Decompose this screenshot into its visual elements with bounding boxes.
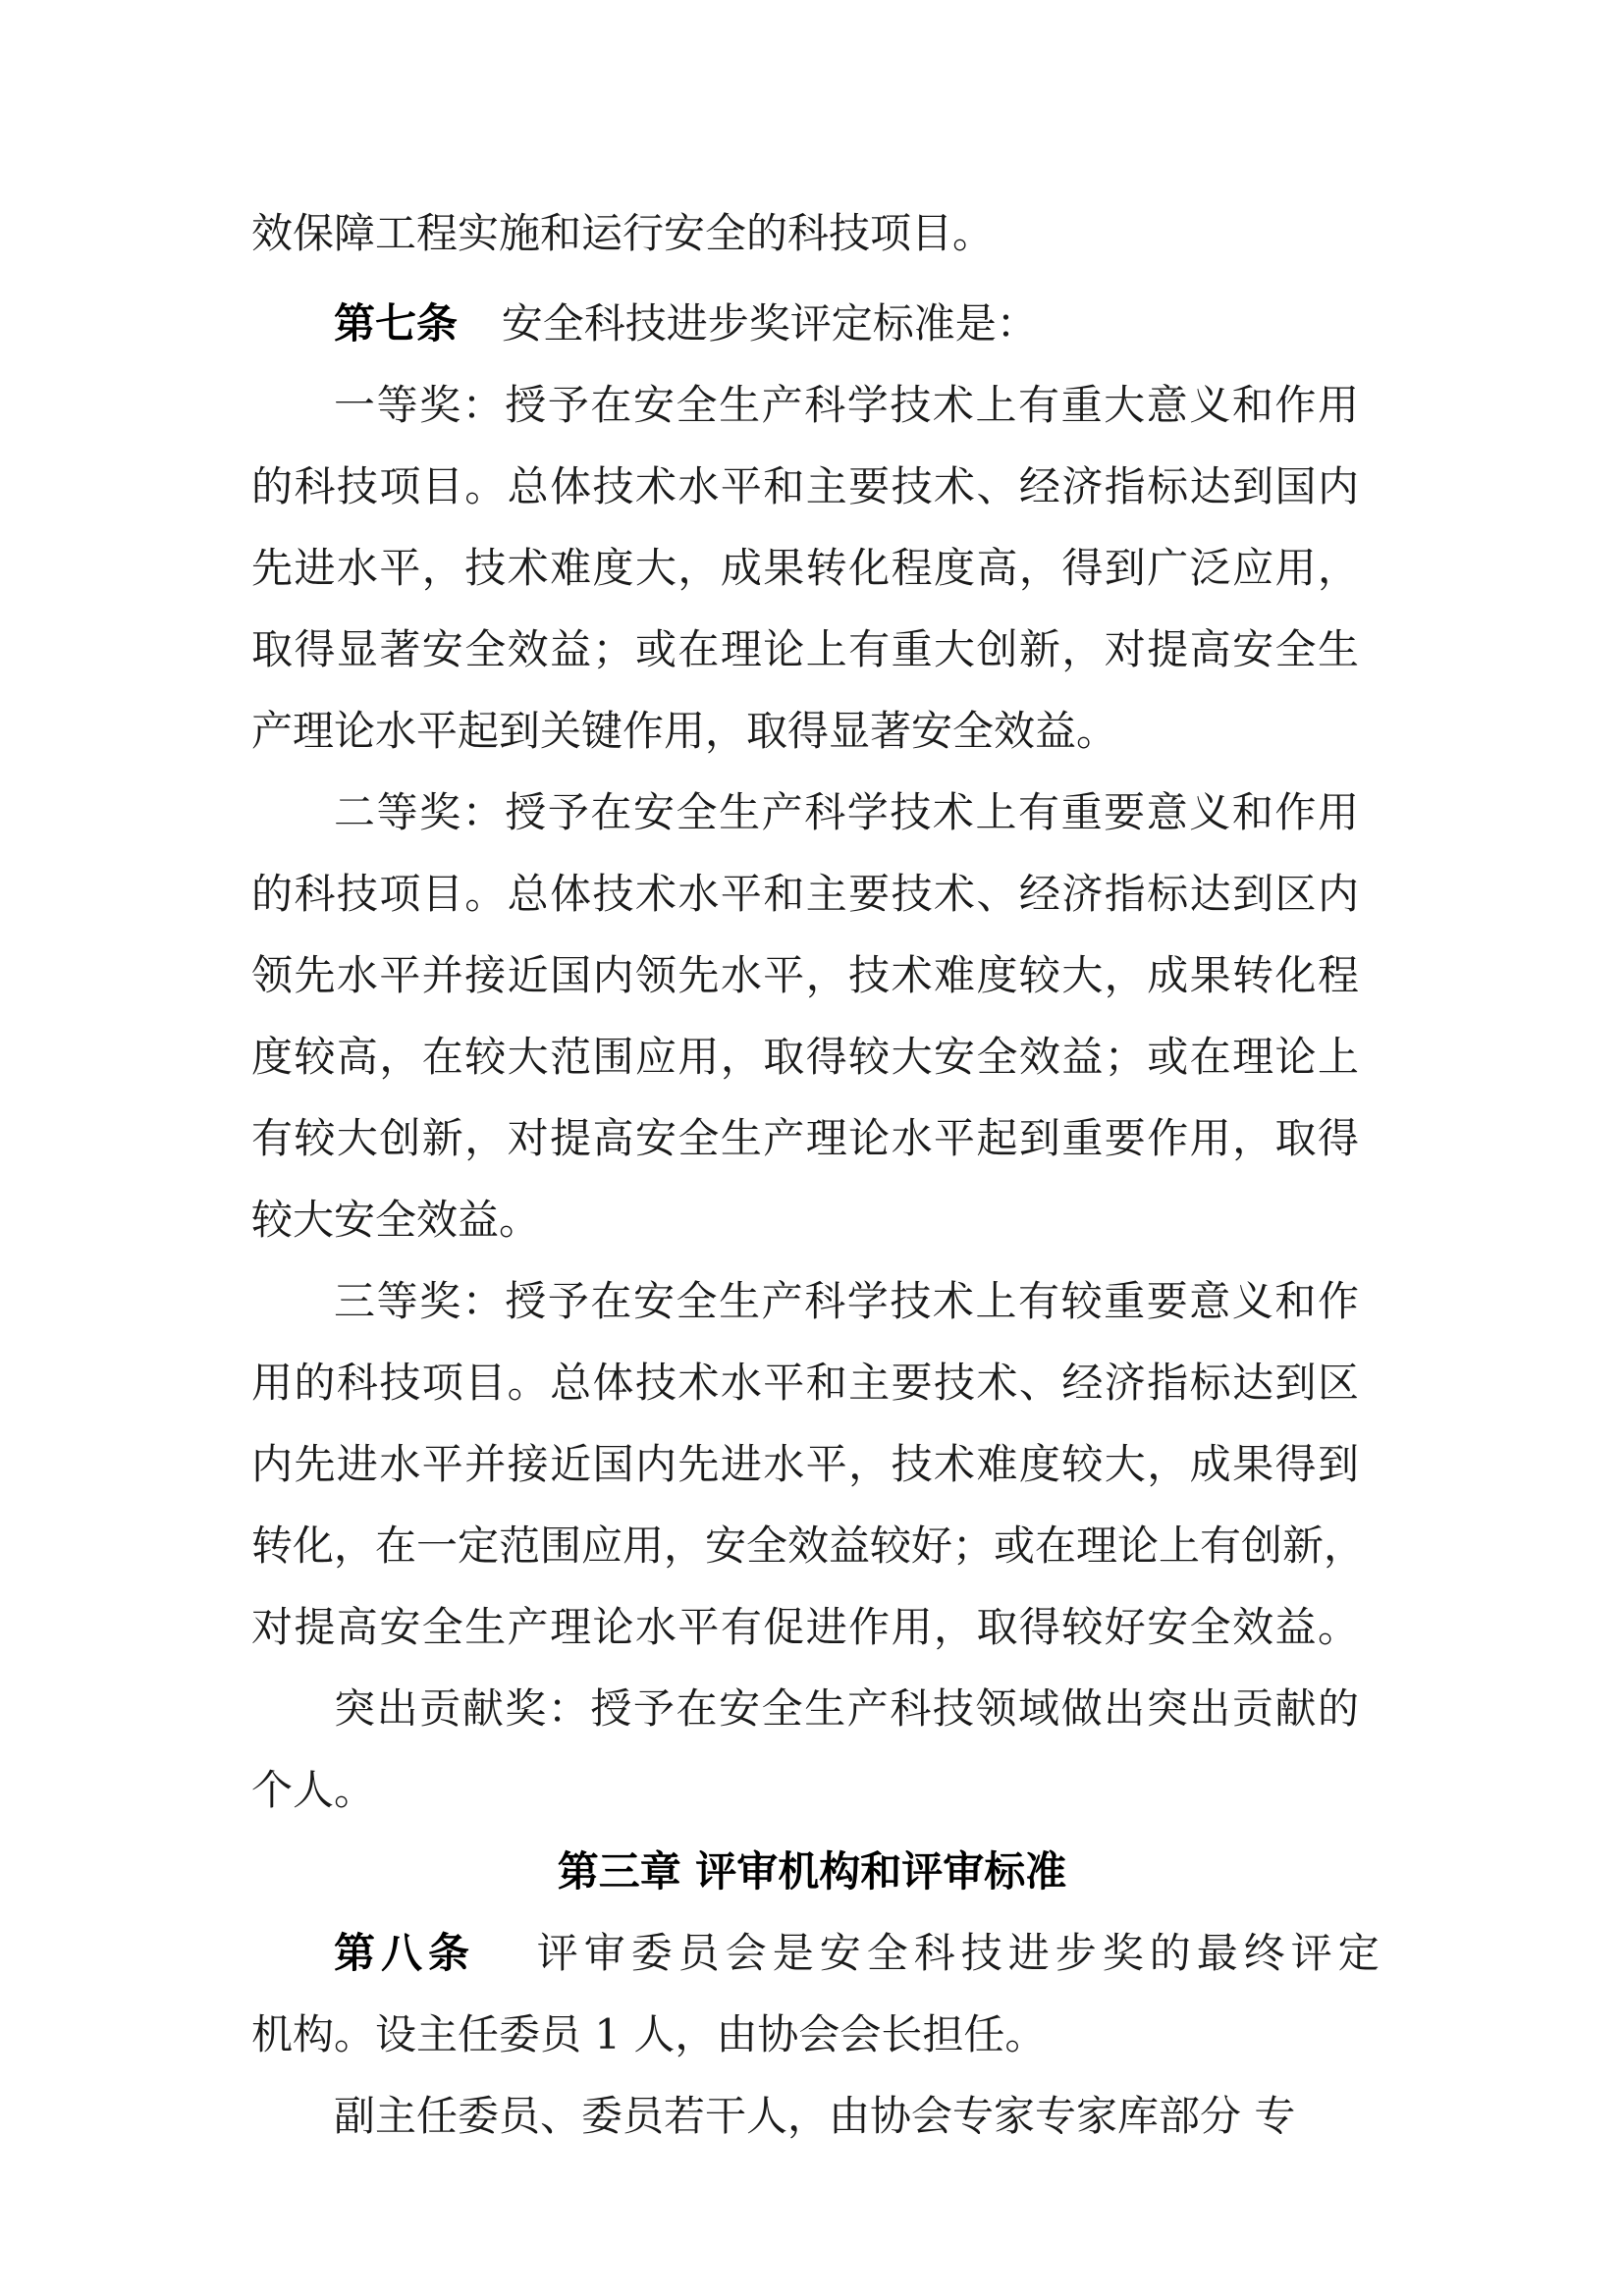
paragraph-line: 突出贡献奖：授予在安全生产科技领域做出突出贡献的 xyxy=(334,1684,1359,1733)
paragraph-line: 转化，在一定范围应用，安全效益较好；或在理论上有创新， xyxy=(251,1522,1366,1570)
chapter-heading: 第三章 评审机构和评审标准 xyxy=(557,1847,1067,1896)
paragraph-line: 副主任委员、委员若干人，由协会专家专家库部分 专 xyxy=(334,2092,1296,2140)
paragraph-line: 取得显著安全效益；或在理论上有重大创新，对提高安全生 xyxy=(251,625,1359,673)
article-8-line xyxy=(334,1924,1385,1983)
paragraph-line: 一等奖：授予在安全生产科学技术上有重大意义和作用 xyxy=(334,381,1359,429)
paragraph-line: 三等奖：授予在安全生产科学技术上有较重要意义和作 xyxy=(334,1277,1359,1325)
paragraph-line: 用的科技项目。总体技术水平和主要技术、经济指标达到区 xyxy=(251,1359,1359,1407)
paragraph-line: 个人。 xyxy=(251,1766,376,1814)
paragraph-line: 内先进水平并接近国内先进水平，技术难度较大，成果得到 xyxy=(251,1440,1359,1488)
article-7-text: 安全科技进步奖评定标准是： xyxy=(501,299,1038,347)
article-8-text: 评审委员会是安全科技进步奖的最终评定 xyxy=(536,1929,1385,1977)
article-7-line xyxy=(334,294,1359,353)
paragraph-line: 机构。设主任委员 1 人，由协会会长担任。 xyxy=(251,2010,1047,2058)
paragraph-line: 度较高，在较大范围应用，取得较大安全效益；或在理论上 xyxy=(251,1033,1359,1081)
article-8-label: 第八条 xyxy=(334,1929,476,1977)
paragraph-line: 的科技项目。总体技术水平和主要技术、经济指标达到国内 xyxy=(251,462,1359,510)
paragraph-line: 领先水平并接近国内领先水平，技术难度较大，成果转化程 xyxy=(251,951,1359,999)
paragraph-line: 有较大创新，对提高安全生产理论水平起到重要作用，取得 xyxy=(251,1114,1359,1162)
paragraph-line: 对提高安全生产理论水平有促进作用，取得较好安全效益。 xyxy=(251,1603,1359,1651)
paragraph-line: 效保障工程实施和运行安全的科技项目。 xyxy=(251,209,995,257)
paragraph-line: 二等奖：授予在安全生产科学技术上有重要意义和作用 xyxy=(334,788,1359,836)
paragraph-line: 较大安全效益。 xyxy=(251,1196,541,1244)
paragraph-line: 先进水平，技术难度大，成果转化程度高，得到广泛应用， xyxy=(251,544,1359,592)
paragraph-line: 的科技项目。总体技术水平和主要技术、经济指标达到区内 xyxy=(251,870,1359,918)
paragraph-line: 产理论水平起到关键作用，取得显著安全效益。 xyxy=(251,707,1118,755)
article-7-label: 第七条 xyxy=(334,299,459,347)
